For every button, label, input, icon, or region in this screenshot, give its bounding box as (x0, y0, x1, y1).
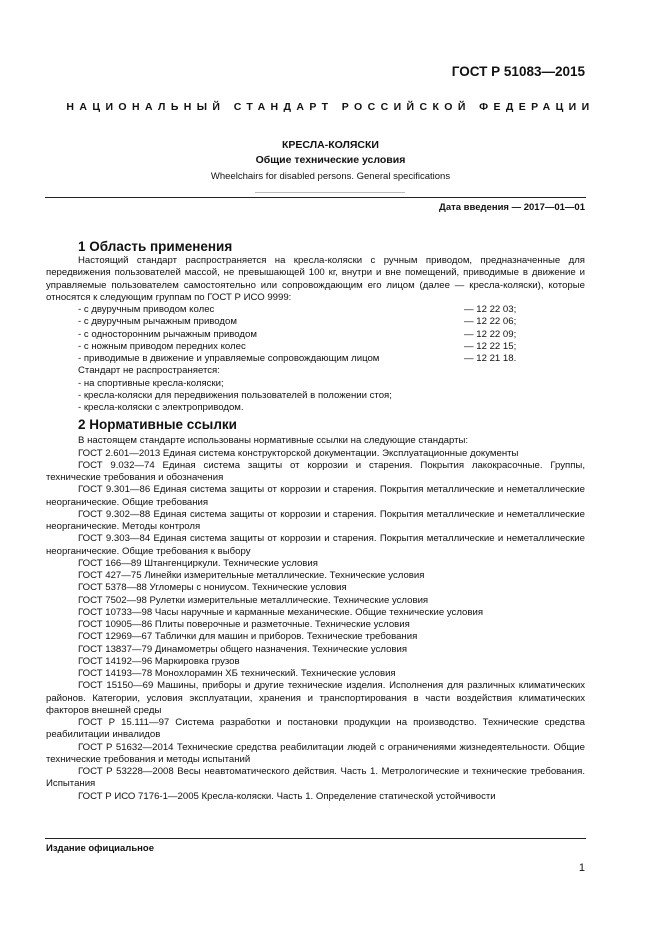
group-item (46, 304, 585, 316)
section-1-heading: 1 Область применения (78, 239, 233, 254)
group-item (46, 341, 585, 353)
group-name: - с двуручным приводом колес (78, 304, 215, 315)
reference-item: ГОСТ 14192—96 Маркировка грузов (78, 655, 240, 667)
reference-item: ГОСТ 7502—98 Рулетки измерительные металлические. Технические условия (78, 594, 429, 606)
national-standard-banner: НАЦИОНАЛЬНЫЙ СТАНДАРТ РОССИЙСКОЙ ФЕДЕРАЦИИ (66, 101, 595, 113)
reference-item: ГОСТ 15150—69 Машины, приборы и другие технические изделия. Исполнения для различных климатических районов. Категории, условия эксплуатации, хранения и транспортирования в части воздействия климатических факторов внешней среды (46, 680, 585, 716)
exclusion-item: - на спортивные кресла-коляски; (78, 377, 224, 389)
group-item (46, 329, 585, 341)
document-title: КРЕСЛА-КОЛЯСКИ (282, 139, 379, 151)
group-name: - приводимые в движение и управляемые сопровождающим лицом (78, 353, 380, 364)
group-code: — 12 22 15; (464, 340, 517, 352)
reference-item: ГОСТ 14193—78 Монохлорамин ХБ технический. Технические условия (78, 668, 396, 679)
reference-item: ГОСТ 10905—86 Плиты поверочные и разметочные. Технические условия (78, 619, 410, 630)
section-1-paragraph: Настоящий стандарт распространяется на кресла-коляски с ручным приводом, предназначенные для передвижения пользователей массой, не превышающей 100 кг, внутри и вне помещений, приводимые в движение и управляемые пользователем самостоятельно или сопровождающим его лицом (далее — кресла-коляски), которые относятся к следующим группам по ГОСТ Р ИСО 9999: (46, 255, 585, 303)
group-list (46, 304, 585, 365)
reference-item: ГОСТ Р ИСО 7176-1—2005 Кресла-коляски. Часть 1. Определение статической устойчивости (78, 790, 496, 802)
exclusion-item: - кресла-коляски для передвижения пользователей в положении стоя; (78, 389, 392, 401)
group-code: — 12 22 03; (464, 304, 517, 315)
group-code: — 12 21 18. (464, 353, 517, 364)
reference-item: ГОСТ 9.032—74 Единая система защиты от коррозии и старения. Покрытия лакокрасочные. Группы, технические требования и обозначения (46, 459, 585, 483)
reference-item: ГОСТ Р 15.111—97 Система разработки и постановки продукции на производство. Технические средства реабилитации инвалидов (46, 717, 585, 741)
reference-item: ГОСТ 2.601—2013 Единая система конструкторской документации. Эксплуатационные документы (78, 447, 519, 459)
reference-item: ГОСТ 13837—79 Динамометры общего назначения. Технические условия (78, 643, 408, 655)
intro-date: Дата введения — 2017—01—01 (439, 202, 585, 213)
section-2-intro: В настоящем стандарте использованы нормативные ссылки на следующие стандарты: (78, 435, 469, 447)
reference-item: ГОСТ 9.301—86 Единая система защиты от коррозии и старения. Покрытия металлические и неметаллические неорганические. Общие требования (46, 484, 585, 508)
document-subtitle: Общие технические условия (255, 154, 406, 166)
title-block (0, 139, 661, 185)
reference-item: ГОСТ 427—75 Линейки измерительные металлические. Технические условия (78, 570, 425, 581)
group-name: - с односторонним рычажным приводом (78, 328, 257, 340)
group-name: - с двуручным рычажным приводом (78, 316, 237, 328)
group-name: - с ножным приводом передних колес (78, 340, 246, 352)
reference-item: ГОСТ 12969—67 Таблички для машин и приборов. Технические требования (78, 631, 418, 643)
reference-item: ГОСТ 10733—98 Часы наручные и карманные механические. Общие технические условия (78, 606, 484, 618)
reference-item: ГОСТ 5378—88 Угломеры с нониусом. Технические условия (78, 582, 347, 594)
group-code: — 12 22 06; (464, 316, 517, 328)
reference-item: ГОСТ Р 53228—2008 Весы неавтоматического действия. Часть 1. Метрологические и технические требования. Испытания (46, 766, 585, 790)
reference-item: ГОСТ 9.303—84 Единая система защиты от коррозии и старения. Покрытия металлические и неметаллические неорганические. Общие требования к выбору (46, 533, 585, 557)
exclusion-item: - кресла-коляски с электроприводом. (78, 402, 244, 413)
section-2-heading: 2 Нормативные ссылки (78, 417, 237, 433)
bottom-divider (45, 838, 586, 839)
group-item (46, 316, 585, 328)
edition-label: Издание официальное (46, 843, 154, 854)
document-title-english: Wheelchairs for disabled persons. General specifications (210, 171, 451, 182)
page-number: 1 (578, 862, 585, 874)
gost-number: ГОСТ Р 51083—2015 (451, 64, 585, 79)
title-divider (255, 192, 405, 193)
document-body (46, 238, 585, 803)
group-item (46, 353, 585, 365)
top-divider (45, 197, 586, 198)
reference-item: ГОСТ Р 51632—2014 Технические средства реабилитации людей с ограничениями жизнедеятельности. Общие технические требования и методы испытаний (46, 741, 585, 765)
reference-item: ГОСТ 9.302—88 Единая система защиты от коррозии и старения. Покрытия металлические и неметаллические неорганические. Методы контроля (46, 508, 585, 532)
not-applies-statement: Стандарт не распространяется: (78, 365, 220, 377)
reference-list (46, 448, 585, 803)
group-code: — 12 22 09; (464, 328, 517, 340)
reference-item: ГОСТ 166—89 Штангенциркули. Технические условия (78, 557, 318, 569)
